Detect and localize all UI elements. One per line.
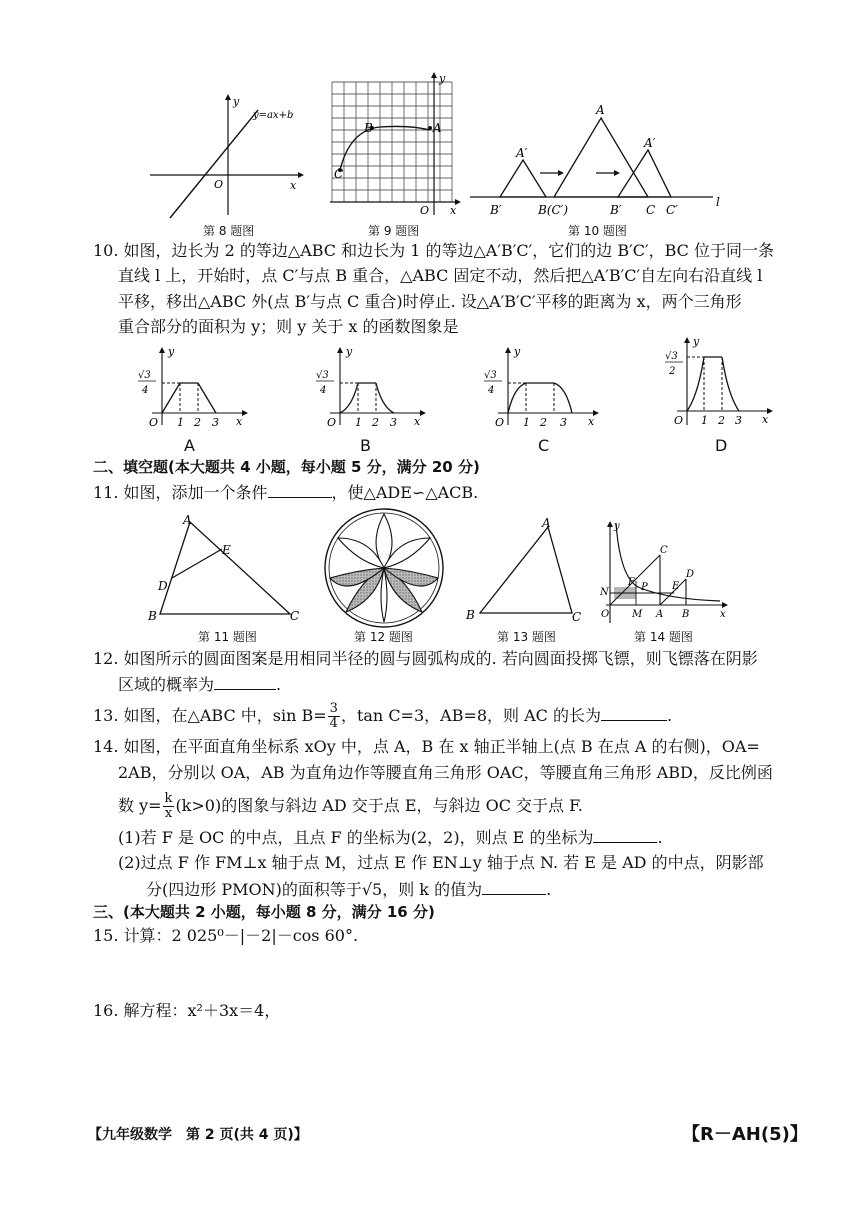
q14-line-3 <box>118 792 818 821</box>
fig10-bc-label: B(C′) <box>538 203 569 217</box>
q10d-o: O <box>674 414 684 427</box>
q10-option-c[interactable]: C <box>538 436 550 455</box>
fig13-b: B <box>466 608 475 622</box>
fig11-a: A <box>183 513 192 527</box>
fig11-b: B <box>148 609 157 623</box>
q14-sub-2-line-1: (2)过点 F 作 FM⊥x 轴于点 M，过点 E 作 EN⊥y 轴于点 N. 若 E 是 AD 的中点，阴影部 <box>118 853 764 872</box>
figure-9-grid <box>320 70 465 220</box>
q10d-3: 3 <box>735 414 742 427</box>
q10d-sqrt3: √3 <box>665 351 678 362</box>
figure-13-caption: 第 13 题图 <box>497 630 556 644</box>
q14-line-1: 14. 如图，在平面直角坐标系 xOy 中，点 A，B 在 x 轴正半轴上(点 B 在点 A 的右侧)，OA= <box>93 737 760 756</box>
q14-frac-den: x <box>164 806 173 821</box>
q14-sub1-answer-blank[interactable] <box>593 826 657 843</box>
q13-fraction <box>328 702 340 731</box>
fig9-y-label: y <box>439 72 446 85</box>
fig14-p: P <box>641 582 648 593</box>
q14-sub1-end: . <box>657 828 663 847</box>
figure-10-caption: 第 10 题图 <box>568 224 627 238</box>
fig8-line-label: y=ax+b <box>253 110 294 121</box>
figure-14-coordinate <box>596 515 732 627</box>
q12-line-2 <box>118 673 818 696</box>
q10b-4: 4 <box>320 385 327 396</box>
fig10-a-prime-label-1: A′ <box>516 146 528 160</box>
q12-line-1: 12. 如图所示的圆面图案是用相同半径的圆与圆弧构成的. 若向圆面投掷飞镖，则飞镖落在阴影 <box>93 649 758 668</box>
q10c-3: 3 <box>560 416 567 429</box>
fig11-e: E <box>222 543 231 557</box>
q13-frac-den: 4 <box>329 716 338 731</box>
fig9-c-label: C <box>334 167 344 181</box>
figure-10-triangles <box>468 100 728 220</box>
q10b-1: 1 <box>355 416 362 429</box>
fig14-a: A <box>656 609 664 620</box>
fig14-m: M <box>632 609 643 620</box>
q10c-x: x <box>588 415 595 428</box>
q13-answer-blank[interactable] <box>601 704 667 721</box>
q10a-1: 1 <box>177 416 184 429</box>
q13-text-b: ，tan C=3，AB=8，则 AC 的长为 <box>340 706 602 725</box>
q10-option-a[interactable]: A <box>184 436 195 455</box>
fig10-c-label: C <box>646 203 656 217</box>
fig9-origin-label: O <box>420 204 430 217</box>
q11-text-b: ，使△ADE∽△ACB. <box>331 483 479 502</box>
footer-code: 【R－AH(5)】 <box>682 1124 808 1145</box>
fig11-c: C <box>290 609 300 623</box>
q10a-x: x <box>236 415 243 428</box>
q14-sub2-end: . <box>546 880 552 899</box>
fig10-b-prime-label-1: B′ <box>490 203 502 217</box>
fig8-origin-label: O <box>214 178 224 191</box>
fig14-d: D <box>686 569 695 580</box>
q14-sub1-text: (1)若 F 是 OC 的中点，且点 F 的坐标为(2，2)，则点 E 的坐标为 <box>118 828 594 847</box>
q10c-4: 4 <box>488 385 495 396</box>
fig14-y: y <box>614 521 620 532</box>
q10b-o: O <box>327 416 337 429</box>
fig10-a-prime-label-2: A′ <box>644 136 656 150</box>
q14-sub-1 <box>118 826 818 849</box>
q10b-x: x <box>414 415 421 428</box>
fig13-c: C <box>572 610 582 624</box>
q13-text-a: 13. 如图，在△ABC 中，sin B= <box>93 706 327 725</box>
q12-text-a: 区域的概率为 <box>118 675 215 694</box>
figure-11-triangle <box>140 512 310 627</box>
q10a-2: 2 <box>194 416 201 429</box>
q14-sub-2-line-2 <box>146 878 846 901</box>
fig14-e: E <box>672 581 680 592</box>
fig14-x: x <box>720 609 726 620</box>
fig9-a-label: A <box>433 121 442 135</box>
q10b-2: 2 <box>372 416 379 429</box>
q10-option-c-graph <box>478 345 603 430</box>
figure-12-circle-pattern <box>318 508 450 630</box>
q14-text-b: (k>0)的图象与斜边 AD 交于点 E，与斜边 OC 交于点 F. <box>175 796 583 815</box>
q10-line-4: 重合部分的面积为 y；则 y 关于 x 的函数图象是 <box>118 317 459 336</box>
q11-text-a: 11. 如图，添加一个条件 <box>93 483 268 502</box>
fig10-c-prime-label: C′ <box>666 203 678 217</box>
fig10-l-label: l <box>716 195 720 209</box>
q10c-o: O <box>495 416 505 429</box>
q11-answer-blank[interactable] <box>268 481 332 498</box>
fig10-b-prime-label-2: B′ <box>610 203 622 217</box>
fig9-x-label: x <box>450 204 457 217</box>
figure-8-linear-graph <box>148 90 308 220</box>
q10b-3: 3 <box>390 416 397 429</box>
q10c-sqrt3: √3 <box>484 370 497 381</box>
q16-text: 16. 解方程：x²＋3x＝4， <box>93 1001 281 1020</box>
figure-13-triangle <box>460 515 590 625</box>
figure-14-caption: 第 14 题图 <box>634 630 693 644</box>
q14-sub2-text: 分(四边形 PMON)的面积等于√5，则 k 的值为 <box>146 880 483 899</box>
q10a-y: y <box>168 345 175 358</box>
q10-option-d-graph <box>662 335 777 430</box>
q10d-2: 2 <box>718 414 725 427</box>
q10-option-b-graph <box>310 345 430 430</box>
q10a-o: O <box>149 416 159 429</box>
q14-fraction <box>163 792 175 821</box>
figure-12-caption: 第 12 题图 <box>354 630 413 644</box>
q13-frac-num: 3 <box>329 701 338 716</box>
q10c-2: 2 <box>540 416 547 429</box>
q13-text-c: . <box>667 706 673 725</box>
q13-line <box>93 702 793 731</box>
fig14-b: B <box>682 609 690 620</box>
q10b-sqrt3: √3 <box>316 370 329 381</box>
q10-option-d[interactable]: D <box>715 436 728 455</box>
q15-text: 15. 计算：2 025⁰－|－2|－cos 60°. <box>93 926 359 945</box>
section-3-title: 三、(本大题共 2 小题，每小题 8 分，满分 16 分) <box>93 903 435 921</box>
figure-8-caption: 第 8 题图 <box>203 224 255 238</box>
q14-frac-num: k <box>164 791 173 806</box>
q10a-4: 4 <box>142 385 149 396</box>
fig10-a-label: A <box>596 103 605 117</box>
q11-text <box>93 481 793 504</box>
fig14-c: C <box>660 545 668 556</box>
fig14-n: N <box>600 587 609 598</box>
q14-text-a: 数 y= <box>118 796 162 815</box>
fig9-b-label: B <box>364 121 373 135</box>
q10a-3: 3 <box>212 416 219 429</box>
q10-option-b[interactable]: B <box>360 436 371 455</box>
figure-9-caption: 第 9 题图 <box>368 224 420 238</box>
q14-sub2-answer-blank[interactable] <box>482 878 546 895</box>
q10d-x: x <box>762 413 769 426</box>
fig8-x-label: x <box>290 179 297 192</box>
fig14-f: F <box>628 577 635 588</box>
q10b-y: y <box>346 345 353 358</box>
q10-line-3: 平移，移出△ABC 外(点 B′与点 C 重合)时停止. 设△A′B′C′平移的距离为 x，两个三角形 <box>118 292 742 311</box>
q10c-y: y <box>514 345 521 358</box>
q10-line-2: 直线 l 上，开始时，点 C′与点 B 重合，△ABC 固定不动，然后把△A′B′C′自左向右沿直线 l <box>118 266 763 285</box>
q12-text-b: . <box>276 675 282 694</box>
q10d-y: y <box>693 335 700 348</box>
q12-answer-blank[interactable] <box>214 673 276 690</box>
q10d-2den: 2 <box>669 366 676 377</box>
q10c-1: 1 <box>523 416 530 429</box>
q14-line-2: 2AB，分别以 OA，AB 为直角边作等腰直角三角形 OAC，等腰直角三角形 ABD，反比例函 <box>118 763 773 782</box>
q10d-1: 1 <box>701 414 708 427</box>
q10a-sqrt3: √3 <box>138 370 151 381</box>
fig8-y-label: y <box>233 95 240 108</box>
q10-line-1: 10. 如图，边长为 2 的等边△ABC 和边长为 1 的等边△A′B′C′，它们的边 B′C′，BC 位于同一条 <box>93 241 774 260</box>
fig11-d: D <box>158 579 168 593</box>
section-2-title: 二、填空题(本大题共 4 小题，每小题 5 分，满分 20 分) <box>93 458 480 476</box>
q10-option-a-graph <box>132 345 252 430</box>
fig13-a: A <box>542 516 551 530</box>
fig14-o: O <box>601 609 610 620</box>
figure-11-caption: 第 11 题图 <box>198 630 257 644</box>
footer-page-info: 【九年级数学 第 2 页(共 4 页)】 <box>88 1127 308 1143</box>
